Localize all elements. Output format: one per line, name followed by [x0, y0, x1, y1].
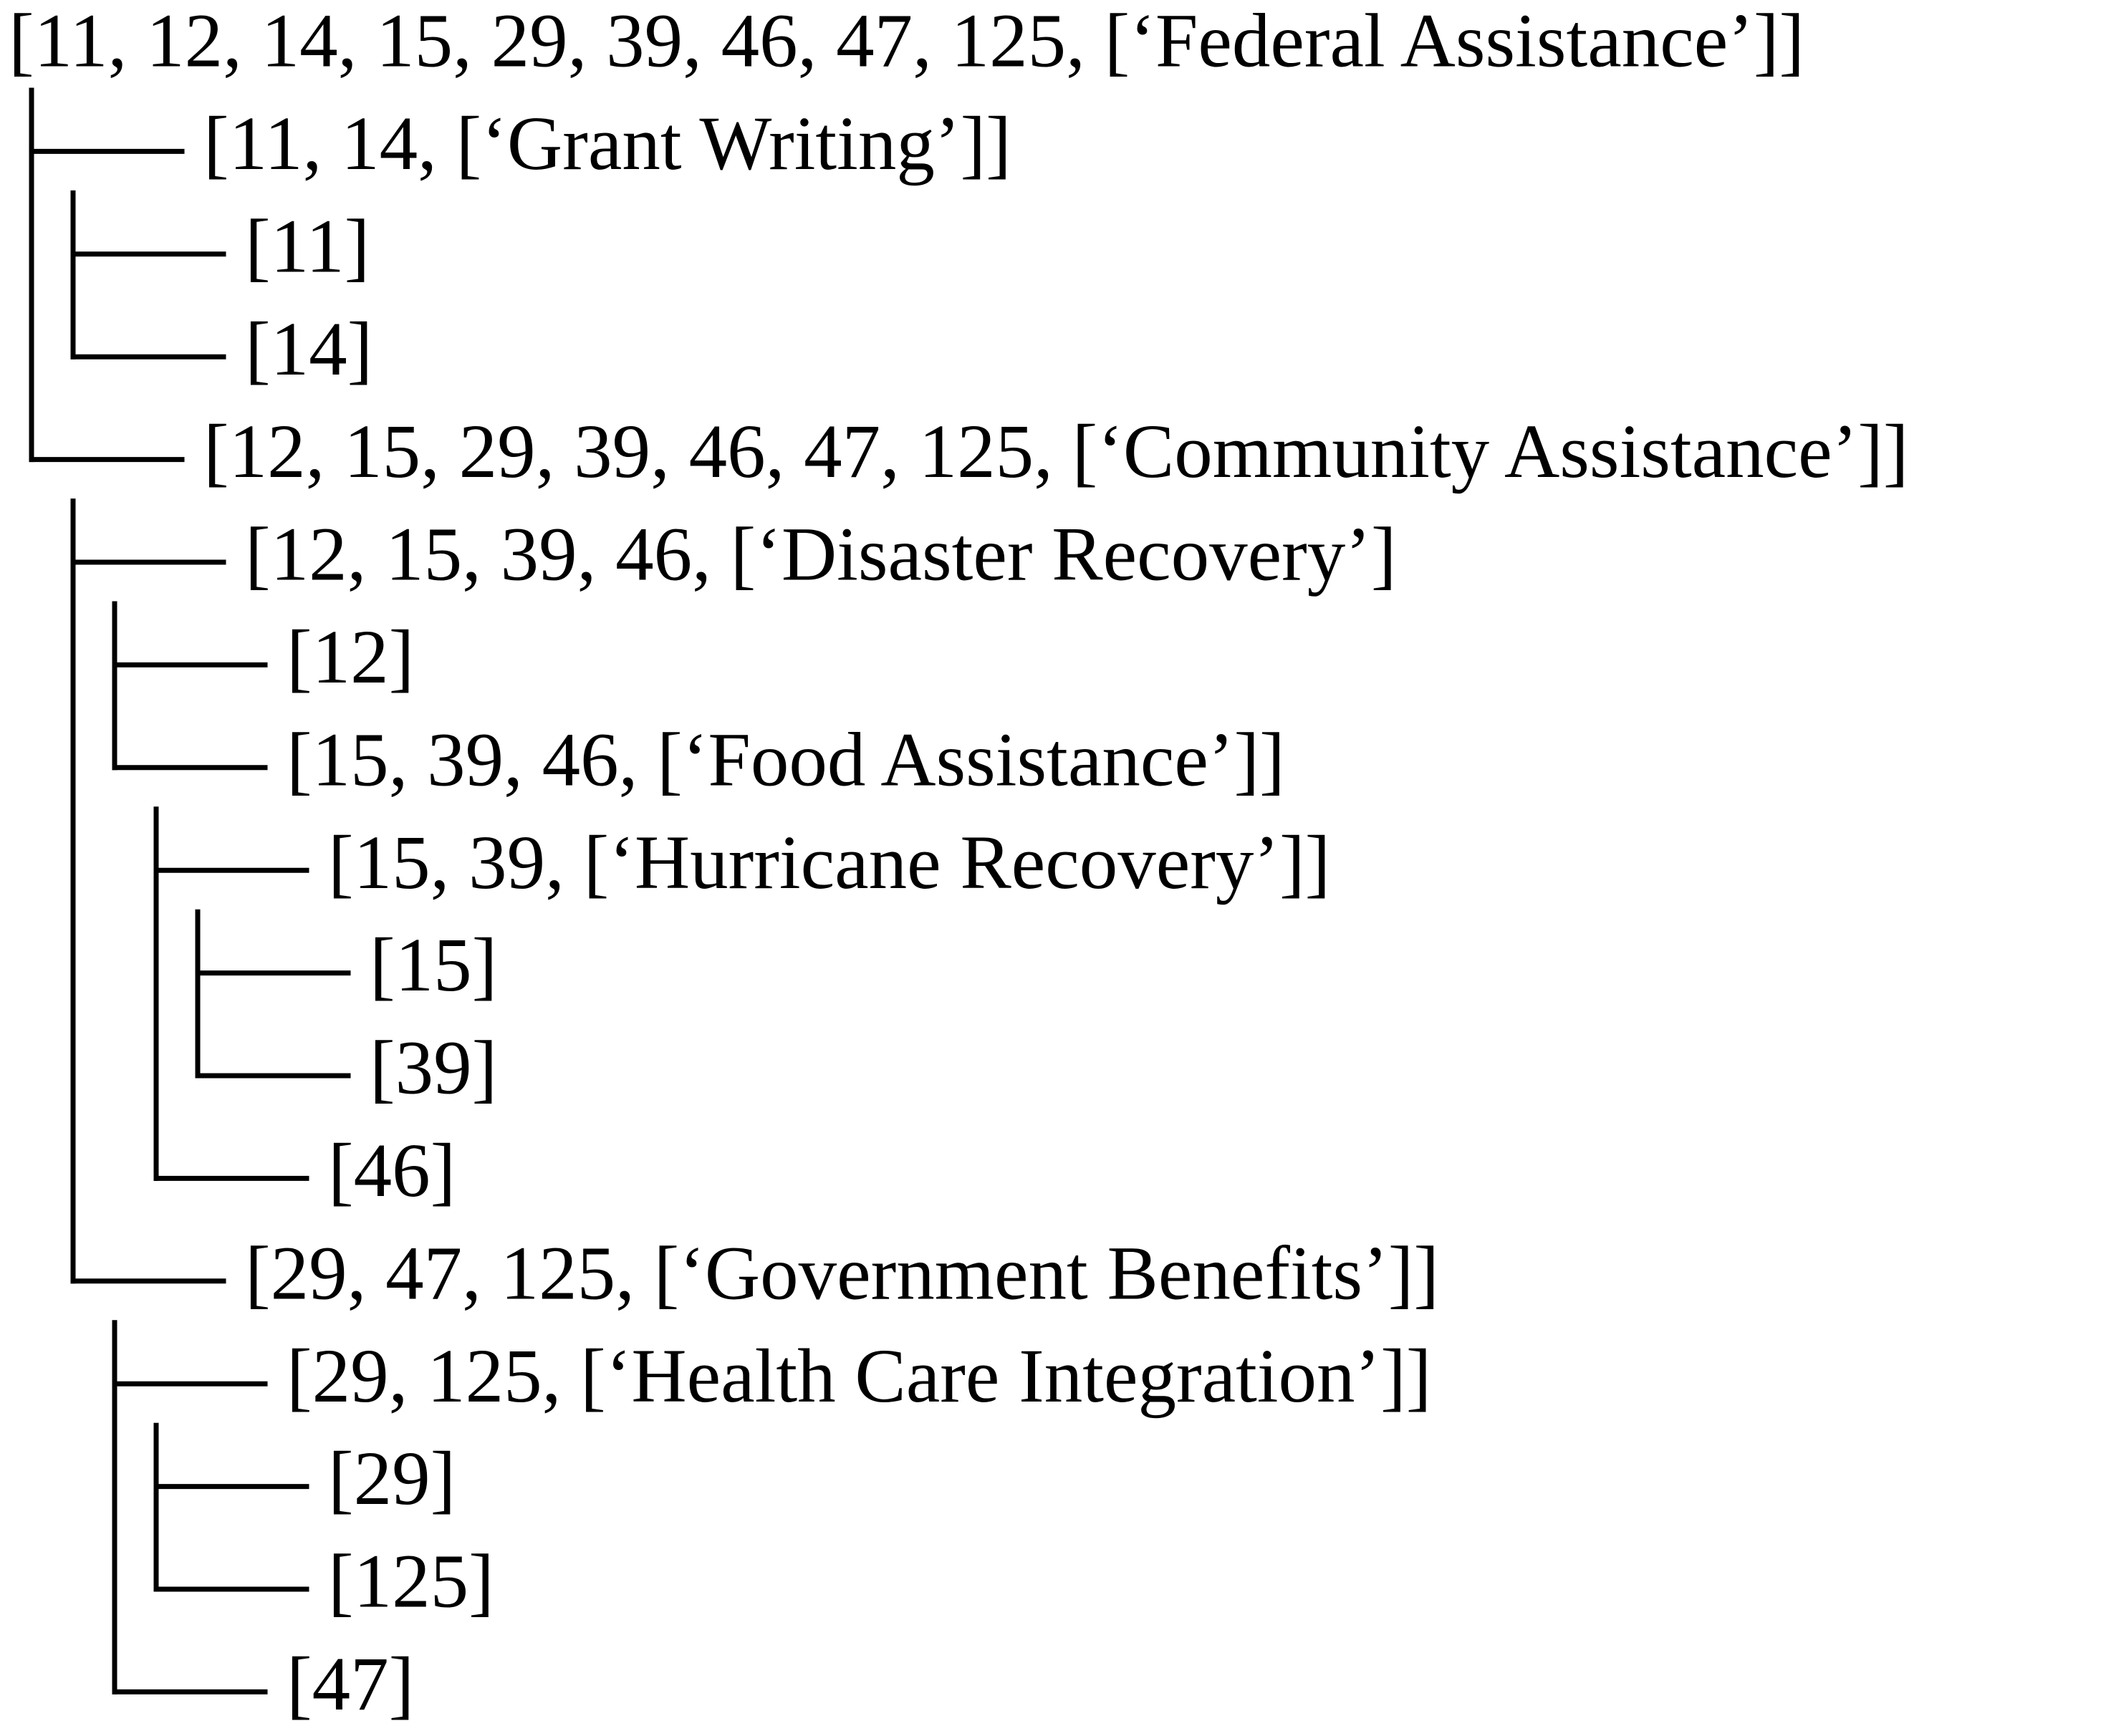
tree-labels — [9, 0, 1909, 1727]
tree-node-label: [46] — [328, 1128, 456, 1213]
tree-node-label: [15] — [370, 923, 498, 1008]
tree-node-label: [14] — [245, 307, 373, 392]
tree-node-label: [39] — [370, 1026, 498, 1111]
tree-node-label: [12] — [287, 614, 415, 700]
tree-node-label: [29, 47, 125, [‘Government Benefits’]] — [245, 1231, 1439, 1316]
root-node-label: [11, 12, 14, 15, 29, 39, 46, 47, 125, [‘Federal Assistance’]] — [9, 0, 1805, 84]
tree-node-label: [29, 125, [‘Health Care Integration’]] — [287, 1334, 1432, 1419]
tree-node-label: [11] — [245, 204, 370, 289]
tree-node-label: [47] — [287, 1641, 415, 1727]
tree-node-label: [15, 39, 46, [‘Food Assistance’]] — [287, 718, 1285, 803]
tree-node-label: [11, 14, [‘Grant Writing’]] — [203, 101, 1011, 186]
tree-node-label: [12, 15, 39, 46, [‘Disaster Recovery’] — [245, 512, 1397, 597]
tree-node-label: [15, 39, [‘Hurricane Recovery’]] — [328, 820, 1331, 905]
tree-node-label: [12, 15, 29, 39, 46, 47, 125, [‘Community Assistance’]] — [203, 410, 1909, 495]
tree-node-label: [29] — [328, 1437, 456, 1522]
tree-node-label: [125] — [328, 1539, 494, 1624]
